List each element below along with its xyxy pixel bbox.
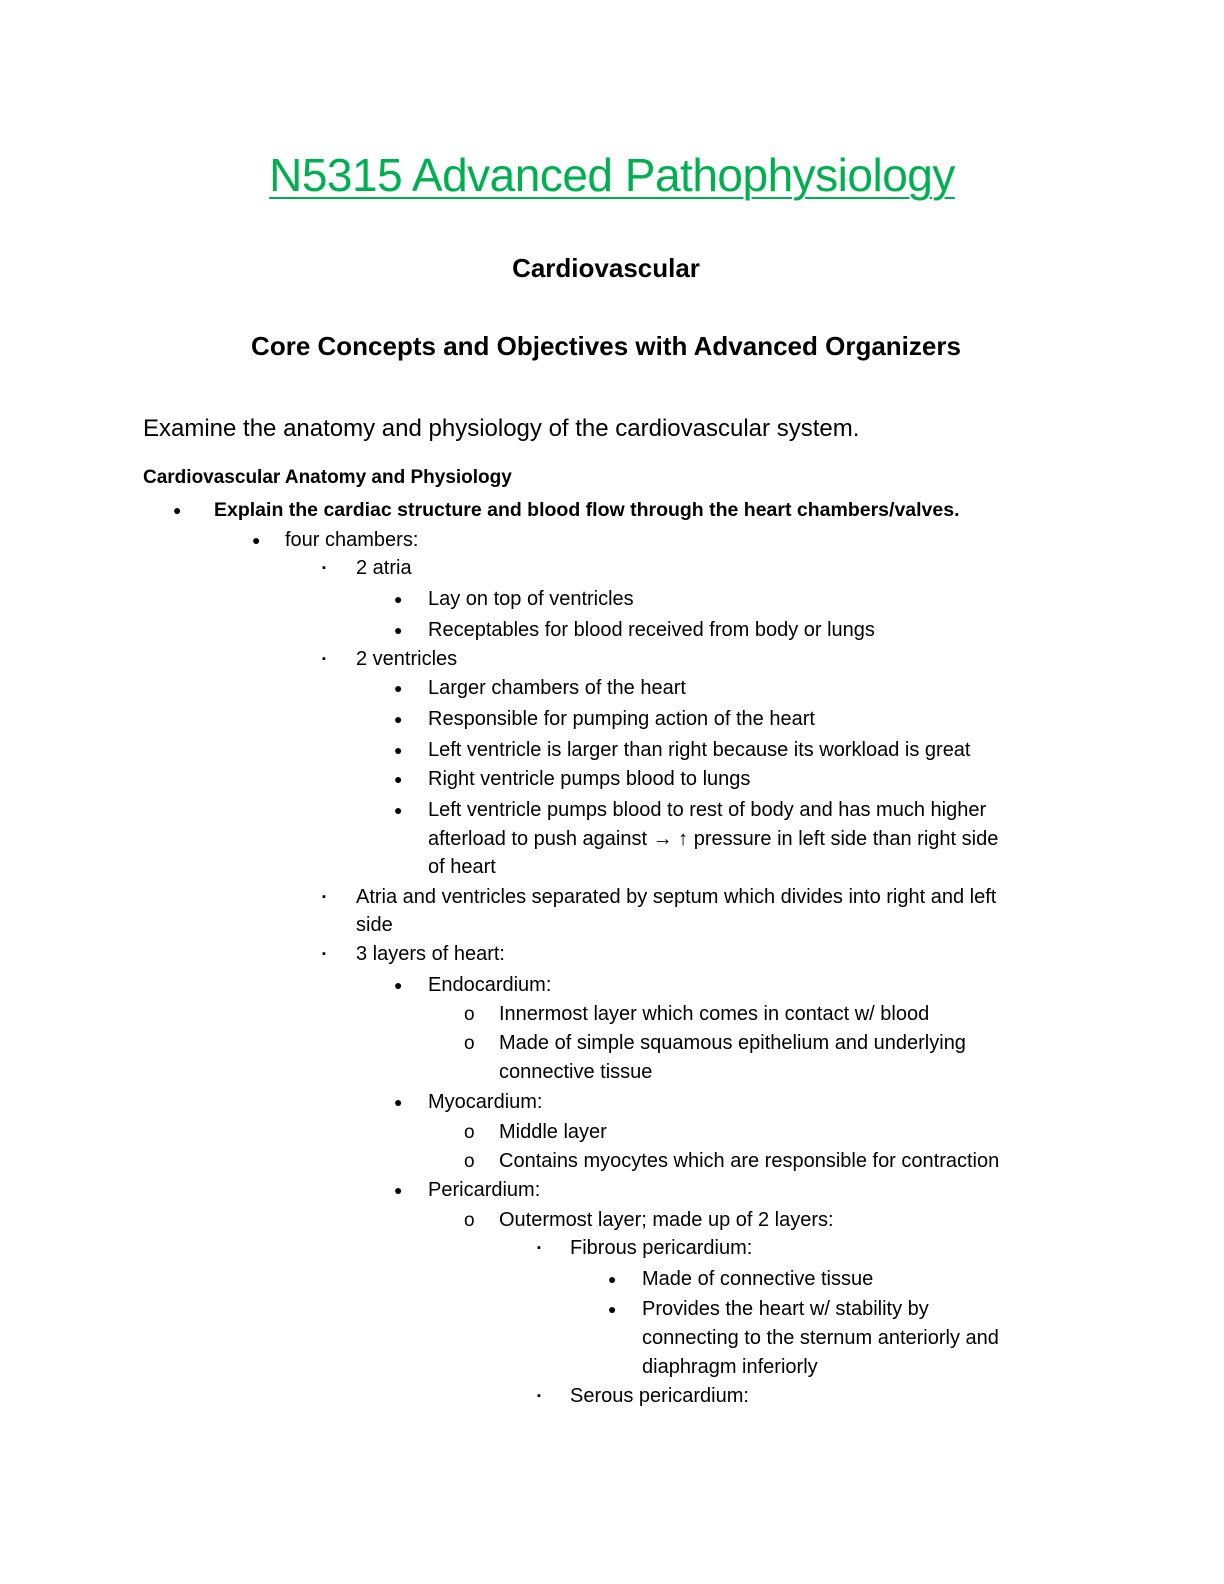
bullet-circle-icon: o bbox=[464, 1033, 475, 1054]
list-item: Contains myocytes which are responsible for contraction bbox=[499, 1150, 1000, 1172]
bullet-disc-icon: ● bbox=[608, 1271, 617, 1287]
bullet-disc-icon: ● bbox=[394, 680, 403, 696]
list-item: Explain the cardiac structure and blood flow through the heart chambers/valves. bbox=[214, 499, 960, 521]
bullet-circle-icon: o bbox=[464, 1210, 475, 1231]
bullet-disc-icon: ● bbox=[252, 532, 261, 548]
list-item: of heart bbox=[428, 856, 496, 878]
list-item: Fibrous pericardium: bbox=[570, 1237, 753, 1259]
intro-text: Examine the anatomy and physiology of the cardiovascular system. bbox=[143, 415, 860, 442]
list-item: four chambers: bbox=[285, 529, 419, 551]
list-item: Made of simple squamous epithelium and underlying bbox=[499, 1032, 966, 1054]
list-item: diaphragm inferiorly bbox=[642, 1356, 818, 1378]
bullet-disc-icon: ● bbox=[394, 711, 403, 727]
bullet-disc-icon: ● bbox=[394, 802, 403, 818]
list-item: Receptables for blood received from body or lungs bbox=[428, 619, 875, 641]
bullet-disc-icon: ● bbox=[394, 771, 403, 787]
bullet-square-icon: ▪ bbox=[322, 562, 326, 574]
bullet-disc-icon: ● bbox=[394, 1182, 403, 1198]
list-item: Left ventricle pumps blood to rest of body and has much higher bbox=[428, 799, 987, 821]
list-item: Middle layer bbox=[499, 1121, 607, 1143]
list-item: connective tissue bbox=[499, 1061, 653, 1083]
bullet-disc-icon: ● bbox=[394, 742, 403, 758]
section-heading: Cardiovascular Anatomy and Physiology bbox=[143, 467, 512, 488]
list-item: Outermost layer; made up of 2 layers: bbox=[499, 1209, 834, 1231]
bullet-square-icon: ▪ bbox=[322, 891, 326, 903]
bullet-disc-icon: ● bbox=[394, 591, 403, 607]
document-subtitle: Cardiovascular bbox=[512, 253, 700, 283]
bullet-circle-icon: o bbox=[464, 1004, 475, 1025]
list-item: Atria and ventricles separated by septum which divides into right and left bbox=[356, 886, 997, 908]
list-item: Lay on top of ventricles bbox=[428, 588, 634, 610]
list-item: Serous pericardium: bbox=[570, 1385, 749, 1407]
list-item: Innermost layer which comes in contact w/ blood bbox=[499, 1003, 930, 1025]
bullet-disc-icon: ● bbox=[173, 502, 182, 518]
list-item: Made of connective tissue bbox=[642, 1268, 874, 1290]
list-item: 2 atria bbox=[356, 557, 412, 579]
bullet-disc-icon: ● bbox=[394, 622, 403, 638]
bullet-square-icon: ▪ bbox=[537, 1242, 541, 1254]
document-title: N5315 Advanced Pathophysiology bbox=[269, 149, 955, 201]
list-item: connecting to the sternum anteriorly and bbox=[642, 1327, 999, 1349]
list-item: Myocardium: bbox=[428, 1091, 543, 1113]
bullet-circle-icon: o bbox=[464, 1122, 475, 1143]
list-item: 2 ventricles bbox=[356, 648, 458, 670]
document-subtitle-2: Core Concepts and Objectives with Advanced Organizers bbox=[251, 331, 961, 361]
list-item: Endocardium: bbox=[428, 974, 552, 996]
list-item: Provides the heart w/ stability by bbox=[642, 1298, 929, 1320]
list-item: Responsible for pumping action of the heart bbox=[428, 708, 815, 730]
list-item: Right ventricle pumps blood to lungs bbox=[428, 768, 751, 790]
bullet-square-icon: ▪ bbox=[322, 653, 326, 665]
list-item: 3 layers of heart: bbox=[356, 943, 505, 965]
bullet-disc-icon: ● bbox=[608, 1301, 617, 1317]
list-item: side bbox=[356, 914, 393, 936]
list-item: Pericardium: bbox=[428, 1179, 541, 1201]
list-item: Left ventricle is larger than right because its workload is great bbox=[428, 739, 971, 761]
bullet-square-icon: ▪ bbox=[537, 1390, 541, 1402]
bullet-disc-icon: ● bbox=[394, 977, 403, 993]
list-item: Larger chambers of the heart bbox=[428, 677, 686, 699]
list-item: afterload to push against → ↑ pressure in left side than right side bbox=[428, 828, 999, 850]
bullet-circle-icon: o bbox=[464, 1151, 475, 1172]
bullet-square-icon: ▪ bbox=[322, 948, 326, 960]
bullet-disc-icon: ● bbox=[394, 1094, 403, 1110]
